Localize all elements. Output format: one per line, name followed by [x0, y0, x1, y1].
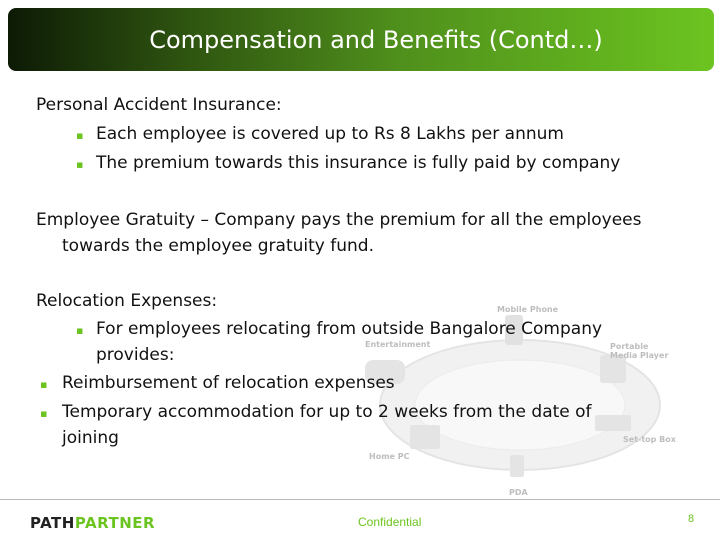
home-pc-icon [410, 425, 440, 449]
pda-icon [510, 455, 524, 477]
title-bar [8, 8, 714, 71]
page-number: 8 [688, 513, 695, 525]
relocation-intro-1: For employees relocating from outside Bangalore Company [96, 319, 603, 339]
bullet-icon: ▪ [40, 407, 48, 420]
accident-bullet-2: The premium towards this insurance is fully paid by company [96, 153, 621, 173]
bullet-icon: ▪ [76, 324, 84, 337]
bullet-icon: ▪ [76, 158, 84, 171]
label-entertainment: Entertainment [365, 340, 431, 349]
bullet-icon: ▪ [40, 378, 48, 391]
company-logo [30, 514, 155, 532]
gratuity-line-2: towards the employee gratuity fund. [62, 236, 374, 256]
logo-part-partner: PARTNER [74, 514, 156, 532]
relocation-bullet-2: Temporary accommodation for up to 2 weeks from the date of [62, 402, 592, 422]
relocation-bullet-2-cont: joining [62, 428, 119, 448]
accident-bullet-1: Each employee is covered up to Rs 8 Lakhs per annum [96, 124, 564, 144]
logo-part-path: PATH [30, 514, 75, 532]
relocation-heading: Relocation Expenses: [36, 291, 218, 311]
relocation-bullet-1: Reimbursement of relocation expenses [62, 373, 395, 393]
relocation-intro-2: provides: [96, 345, 175, 365]
bullet-icon: ▪ [76, 129, 84, 142]
label-portable-media-player: Portable Media Player [610, 342, 669, 360]
gratuity-line-1: Employee Gratuity – Company pays the premium for all the employees [36, 210, 642, 230]
set-top-box-icon [595, 415, 631, 431]
slide-title: Compensation and Benefits (Contd…) [149, 25, 603, 54]
accident-heading: Personal Accident Insurance: [36, 95, 282, 115]
label-pda: PDA [509, 488, 528, 497]
confidential-label: Confidential [358, 515, 422, 529]
label-mobile-phone: Mobile Phone [497, 305, 559, 314]
label-set-top-box: Set-top Box [623, 435, 676, 444]
label-home-pc: Home PC [369, 452, 410, 461]
footer-divider [0, 499, 720, 500]
